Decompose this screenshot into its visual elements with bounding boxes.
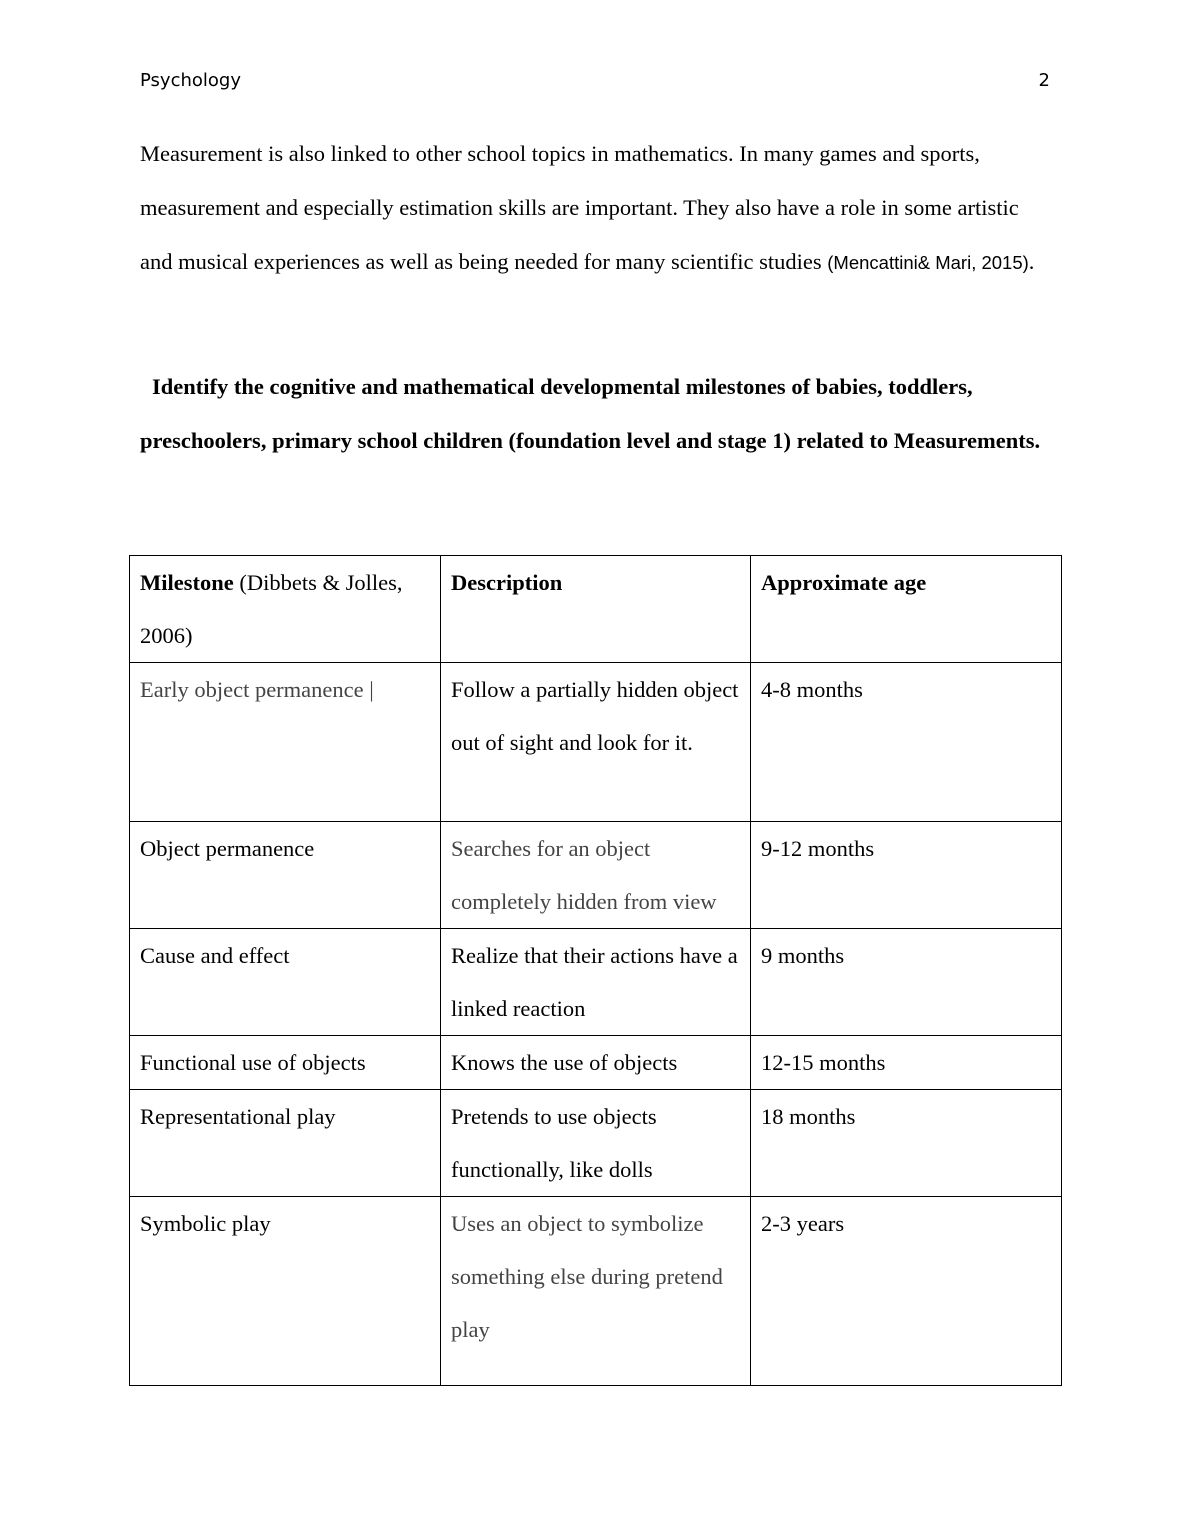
page-number: 2 xyxy=(1038,70,1050,91)
table-row xyxy=(130,1090,1062,1197)
paragraph-end: . xyxy=(1028,249,1035,274)
running-head xyxy=(140,70,1050,98)
header-milestone xyxy=(130,556,441,663)
description-cell: Searches for an object completely hidden from view xyxy=(441,822,751,929)
table-row xyxy=(130,1197,1062,1386)
description-cell: Follow a partially hidden object out of sight and look for it. xyxy=(441,663,751,822)
age-cell: 4-8 months xyxy=(751,663,1062,822)
header-description: Description xyxy=(441,556,751,663)
age-cell: 2-3 years xyxy=(751,1197,1062,1386)
milestones-table xyxy=(129,555,1062,1386)
description-cell: Knows the use of objects xyxy=(441,1036,751,1090)
paragraph-text: Measurement is also linked to other school topics in mathematics. In many games and sports, measurement and especially estimation skills are important. They also have a role in some artistic and musical experiences as well as being needed for many scientific studies xyxy=(140,141,1019,274)
header-milestone-label: Milestone xyxy=(140,570,234,595)
section-heading-text: Identify the cognitive and mathematical developmental milestones of babies, toddlers, preschoolers, primary school children (foundation level and stage 1) related to Measurements. xyxy=(140,374,1041,453)
age-cell: 18 months xyxy=(751,1090,1062,1197)
description-cell: Pretends to use objects functionally, like dolls xyxy=(441,1090,751,1197)
body-paragraph xyxy=(140,127,1050,290)
section-heading xyxy=(140,360,1050,468)
milestone-cell: Functional use of objects xyxy=(130,1036,441,1090)
table-row xyxy=(130,1036,1062,1090)
paragraph-citation: (Mencattini& Mari, 2015) xyxy=(827,252,1029,273)
description-cell: Uses an object to symbolize something else during pretend play xyxy=(441,1197,751,1386)
milestone-cell: Cause and effect xyxy=(130,929,441,1036)
milestone-cell: Representational play xyxy=(130,1090,441,1197)
table-header-row xyxy=(130,556,1062,663)
table-row xyxy=(130,929,1062,1036)
header-age: Approximate age xyxy=(751,556,1062,663)
running-head-title: Psychology xyxy=(140,70,241,91)
age-cell: 12-15 months xyxy=(751,1036,1062,1090)
description-cell: Realize that their actions have a linked reaction xyxy=(441,929,751,1036)
table-row xyxy=(130,663,1062,822)
milestone-cell: Symbolic play xyxy=(130,1197,441,1386)
age-cell: 9-12 months xyxy=(751,822,1062,929)
age-cell: 9 months xyxy=(751,929,1062,1036)
milestone-cell: Early object permanence | xyxy=(130,663,441,822)
header-milestone-citation: (Dibbets & Jolles, 2006) xyxy=(140,570,403,648)
milestone-cell: Object permanence xyxy=(130,822,441,929)
table-row xyxy=(130,822,1062,929)
